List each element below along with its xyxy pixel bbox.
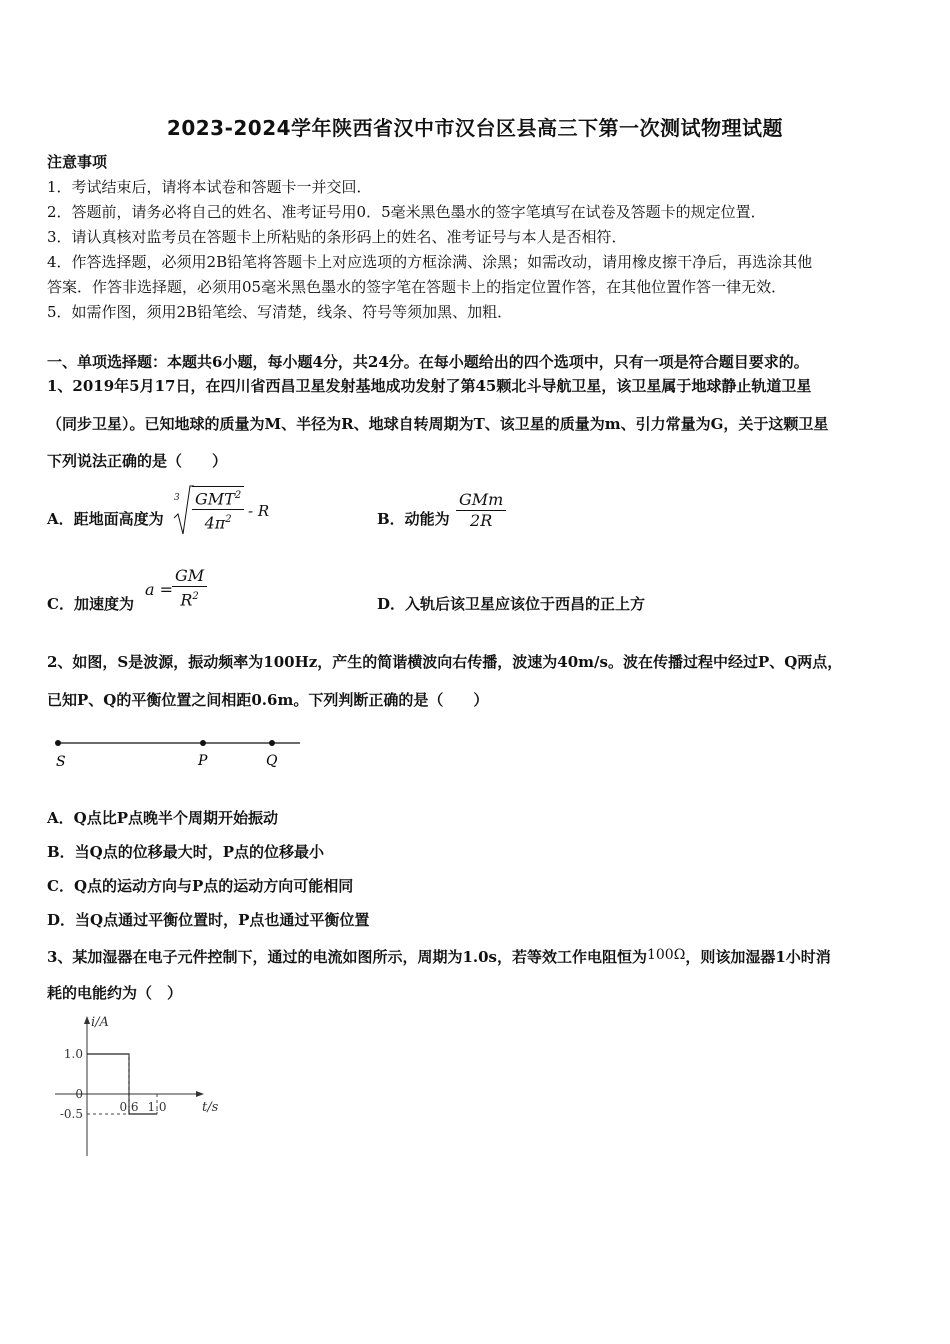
note-item-4: 4．作答选择题，必须用2B铅笔将答题卡上对应选项的方框涂满、涂黑；如需改动，请用橡皮擦干净后，再选涂其他	[47, 253, 813, 271]
q1-option-a-label: A．距地面高度为	[47, 510, 164, 528]
q1-c-den-exp: 2	[192, 591, 199, 602]
point-s-dot	[55, 740, 61, 746]
x-tick-label: 1.0	[147, 1100, 167, 1114]
q1-option-b-label: B．动能为	[377, 510, 450, 528]
q1-c-numerator: GM	[172, 566, 207, 587]
q1-line-2: （同步卫星）。已知地球的质量为M、半径为R、地球自转周期为T、该卫星的质量为m、引力常量为G，关于这颗卫星	[47, 415, 829, 433]
label-q: Q	[266, 753, 278, 769]
q1-line-1: 1、2019年5月17日，在四川省西昌卫星发射基地成功发射了第45颗北斗导航卫星，该卫星属于地球静止轨道卫星	[47, 377, 812, 395]
q1-line-3: 下列说法正确的是（ ）	[47, 452, 228, 470]
y-tick-label: 1.0	[63, 1047, 83, 1061]
note-item-2: 2．答题前，请务必将自己的姓名、准考证号用0．5毫米黑色墨水的签字笔填写在试卷及答题卡的规定位置．	[47, 203, 766, 221]
y-tick-label: 0	[75, 1087, 83, 1101]
q1-option-a	[47, 509, 164, 529]
label-s: S	[56, 754, 66, 770]
q2-option-b: B．当Q点的位移最大时，P点的位移最小	[47, 843, 325, 861]
q1-b-fraction	[456, 490, 506, 531]
q2-line-1: 2、如图，S是波源，振动频率为100Hz，产生的简谐横波向右传播，波速为40m/s。波在传播过程中经过P、Q两点，	[47, 653, 843, 671]
q3-resistance: 100Ω	[646, 947, 686, 963]
q2-option-d: D．当Q点通过平衡位置时，P点也通过平衡位置	[47, 911, 370, 929]
q1-c-denominator: R	[180, 590, 193, 610]
q1-a-tail: - R	[248, 502, 270, 520]
y-axis-label: i/A	[91, 1015, 109, 1030]
note-item-3: 3．请认真核对监考员在答题卡上所粘贴的条形码上的姓名、准考证号与本人是否相符．	[47, 228, 627, 246]
section-header: 一、单项选择题：本题共6小题，每小题4分，共24分。在每小题给出的四个选项中，只有一项是符合题目要求的。	[47, 353, 809, 371]
q3-line-1-end: ，则该加湿器1小时消	[685, 948, 831, 966]
x-tick-label: 0.6	[119, 1100, 139, 1114]
q1-option-c-label: C．加速度为	[47, 595, 134, 613]
q2-option-a: A．Q点比P点晚半个周期开始振动	[47, 809, 278, 827]
q3-current-chart	[50, 1010, 230, 1160]
q3-line-1	[47, 945, 831, 967]
q1-b-denominator: 2R	[470, 511, 493, 530]
q1-option-a-formula	[172, 484, 292, 538]
notes-heading: 注意事项	[47, 153, 108, 171]
q3-line-2: 耗的电能约为（ ）	[47, 984, 183, 1002]
note-item-4-cont: 答案．作答非选择题，必须用05毫米黑色墨水的签字笔在答题卡上的指定位置作答，在其他位置作答一律无效．	[47, 278, 787, 296]
x-axis-label: t/s	[202, 1100, 219, 1115]
q3-line-1-start: 3、某加湿器在电子元件控制下，通过的电流如图所示，周期为1.0s，若等效工作电阻恒为	[47, 948, 647, 966]
point-q-dot	[269, 740, 275, 746]
page-title: 2023-2024学年陕西省汉中市汉台区县高三下第一次测试物理试题	[166, 116, 784, 140]
q1-a-den-exp: 2	[225, 514, 232, 526]
q2-wave-figure	[50, 730, 310, 775]
q1-b-numerator: GMm	[456, 490, 506, 511]
q1-option-c	[47, 594, 134, 614]
note-item-5: 5．如需作图，须用2B铅笔绘、写清楚，线条、符号等须加黑、加粗．	[47, 303, 513, 321]
label-p: P	[198, 753, 208, 769]
note-item-1: 1．考试结束后，请将本试卷和答题卡一并交回．	[47, 178, 372, 196]
q2-line-2: 已知P、Q的平衡位置之间相距0.6m。下列判断正确的是（ ）	[47, 691, 489, 709]
y-tick-label: -0.5	[59, 1107, 83, 1121]
q1-option-b	[377, 509, 450, 529]
root-index: 3	[174, 493, 180, 503]
q1-a-denominator: 4π	[204, 513, 226, 533]
q1-c-lhs: a =	[145, 580, 174, 599]
point-p-dot	[200, 740, 206, 746]
q1-c-fraction	[172, 566, 207, 610]
q1-a-fraction	[192, 486, 244, 534]
q1-option-d: D．入轨后该卫星应该位于西昌的正上方	[377, 595, 646, 613]
q1-a-num-exp: 2	[234, 490, 242, 501]
x-axis-arrow	[196, 1091, 204, 1097]
q1-a-numerator: GMT	[195, 489, 235, 509]
q2-option-c: C．Q点的运动方向与P点的运动方向可能相同	[47, 877, 354, 895]
y-axis-arrow	[84, 1016, 90, 1024]
